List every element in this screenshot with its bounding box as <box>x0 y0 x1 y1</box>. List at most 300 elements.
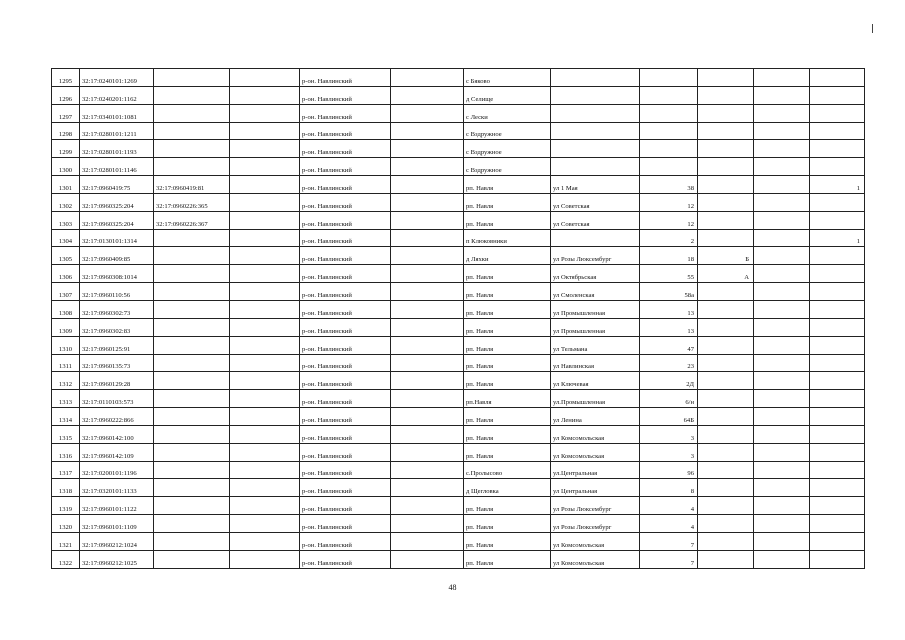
locality-cell: рп. Навля <box>464 532 551 550</box>
locality-cell: рп. Навля <box>464 336 551 354</box>
street-cell <box>551 86 640 104</box>
house-number-cell <box>640 122 698 140</box>
related-cadastral-number-cell <box>154 247 230 265</box>
row-number-cell: 1319 <box>52 497 80 515</box>
empty-cell <box>230 176 300 194</box>
empty-cell <box>230 300 300 318</box>
house-letter-cell <box>698 336 754 354</box>
empty-cell <box>230 86 300 104</box>
empty-cell <box>391 425 464 443</box>
cadastral-number-cell: 32:17:0280101:1146 <box>80 158 154 176</box>
row-number-cell: 1305 <box>52 247 80 265</box>
house-number-cell: 3 <box>640 443 698 461</box>
related-cadastral-number-cell <box>154 532 230 550</box>
locality-cell: д Щегловка <box>464 479 551 497</box>
empty-cell <box>754 532 810 550</box>
house-number-cell <box>640 86 698 104</box>
house-letter-cell <box>698 479 754 497</box>
row-number-cell: 1318 <box>52 479 80 497</box>
empty-cell <box>230 211 300 229</box>
cadastral-number-cell: 32:17:0960302:73 <box>80 300 154 318</box>
empty-cell <box>391 104 464 122</box>
empty-cell <box>754 479 810 497</box>
row-number-cell: 1311 <box>52 354 80 372</box>
house-number-cell: 55 <box>640 265 698 283</box>
extra-cell <box>810 318 865 336</box>
district-cell: р-он. Навлинский <box>300 479 391 497</box>
cadastral-number-cell: 32:17:0340101:1081 <box>80 104 154 122</box>
house-number-cell: 2Д <box>640 372 698 390</box>
house-number-cell: 8 <box>640 479 698 497</box>
related-cadastral-number-cell <box>154 408 230 426</box>
house-letter-cell <box>698 390 754 408</box>
street-cell: ул Комсомольская <box>551 550 640 568</box>
row-number-cell: 1303 <box>52 211 80 229</box>
table-row <box>52 515 865 533</box>
extra-cell <box>810 532 865 550</box>
empty-cell <box>754 69 810 87</box>
house-letter-cell <box>698 176 754 194</box>
table-row <box>52 318 865 336</box>
table-row <box>52 408 865 426</box>
house-number-cell: 64Б <box>640 408 698 426</box>
empty-cell <box>230 408 300 426</box>
locality-cell: рп. Навля <box>464 425 551 443</box>
extra-cell <box>810 461 865 479</box>
empty-cell <box>230 425 300 443</box>
cadastral-number-cell: 32:17:0960110:56 <box>80 283 154 301</box>
empty-cell <box>391 532 464 550</box>
house-number-cell <box>640 104 698 122</box>
house-letter-cell <box>698 122 754 140</box>
scan-artifact-mark <box>872 24 873 33</box>
extra-cell <box>810 158 865 176</box>
street-cell: ул Промышленная <box>551 300 640 318</box>
property-register-table <box>51 68 865 569</box>
related-cadastral-number-cell <box>154 229 230 247</box>
cadastral-number-cell: 32:17:0960142:100 <box>80 425 154 443</box>
extra-cell <box>810 550 865 568</box>
house-letter-cell <box>698 158 754 176</box>
empty-cell <box>754 158 810 176</box>
cadastral-number-cell: 32:17:0960325:204 <box>80 193 154 211</box>
street-cell: ул Смоленская <box>551 283 640 301</box>
row-number-cell: 1306 <box>52 265 80 283</box>
table-row <box>52 122 865 140</box>
house-number-cell: 38 <box>640 176 698 194</box>
table-row <box>52 158 865 176</box>
locality-cell: рп. Навля <box>464 515 551 533</box>
street-cell <box>551 122 640 140</box>
house-letter-cell: Б <box>698 247 754 265</box>
house-number-cell: 4 <box>640 515 698 533</box>
cadastral-number-cell: 32:17:0960129:28 <box>80 372 154 390</box>
district-cell: р-он. Навлинский <box>300 425 391 443</box>
cadastral-number-cell: 32:17:0960308:1014 <box>80 265 154 283</box>
street-cell <box>551 140 640 158</box>
related-cadastral-number-cell <box>154 390 230 408</box>
house-number-cell: 13 <box>640 300 698 318</box>
locality-cell: рп. Навля <box>464 318 551 336</box>
table-row <box>52 300 865 318</box>
related-cadastral-number-cell <box>154 461 230 479</box>
house-number-cell: 58а <box>640 283 698 301</box>
street-cell: ул Розы Люксембург <box>551 515 640 533</box>
empty-cell <box>230 354 300 372</box>
locality-cell: с Бяково <box>464 69 551 87</box>
empty-cell <box>230 283 300 301</box>
cadastral-number-cell: 32:17:0280101:1211 <box>80 122 154 140</box>
empty-cell <box>391 69 464 87</box>
empty-cell <box>754 336 810 354</box>
district-cell: р-он. Навлинский <box>300 390 391 408</box>
table-row <box>52 390 865 408</box>
house-number-cell: 12 <box>640 193 698 211</box>
empty-cell <box>391 247 464 265</box>
row-number-cell: 1313 <box>52 390 80 408</box>
row-number-cell: 1322 <box>52 550 80 568</box>
related-cadastral-number-cell <box>154 69 230 87</box>
extra-cell <box>810 443 865 461</box>
extra-cell <box>810 193 865 211</box>
empty-cell <box>230 265 300 283</box>
empty-cell <box>754 283 810 301</box>
street-cell: ул Октябрьская <box>551 265 640 283</box>
extra-cell <box>810 372 865 390</box>
house-letter-cell <box>698 283 754 301</box>
extra-cell <box>810 211 865 229</box>
row-number-cell: 1296 <box>52 86 80 104</box>
district-cell: р-он. Навлинский <box>300 247 391 265</box>
empty-cell <box>391 354 464 372</box>
street-cell: ул Комсомольская <box>551 532 640 550</box>
empty-cell <box>230 372 300 390</box>
house-number-cell: 6/н <box>640 390 698 408</box>
empty-cell <box>230 532 300 550</box>
empty-cell <box>391 336 464 354</box>
district-cell: р-он. Навлинский <box>300 532 391 550</box>
extra-cell <box>810 140 865 158</box>
street-cell: ул.Центральная <box>551 461 640 479</box>
street-cell: ул Розы Люксембург <box>551 247 640 265</box>
house-number-cell <box>640 69 698 87</box>
table-row <box>52 443 865 461</box>
empty-cell <box>391 497 464 515</box>
extra-cell <box>810 425 865 443</box>
empty-cell <box>391 193 464 211</box>
empty-cell <box>391 318 464 336</box>
district-cell: р-он. Навлинский <box>300 497 391 515</box>
locality-cell: рп. Навля <box>464 176 551 194</box>
street-cell: ул Ключевая <box>551 372 640 390</box>
district-cell: р-он. Навлинский <box>300 122 391 140</box>
table-row <box>52 550 865 568</box>
related-cadastral-number-cell <box>154 515 230 533</box>
row-number-cell: 1304 <box>52 229 80 247</box>
house-number-cell: 47 <box>640 336 698 354</box>
empty-cell <box>754 265 810 283</box>
empty-cell <box>391 300 464 318</box>
table-row <box>52 104 865 122</box>
house-number-cell: 13 <box>640 318 698 336</box>
empty-cell <box>230 318 300 336</box>
street-cell <box>551 69 640 87</box>
row-number-cell: 1312 <box>52 372 80 390</box>
empty-cell <box>754 408 810 426</box>
house-number-cell: 96 <box>640 461 698 479</box>
row-number-cell: 1317 <box>52 461 80 479</box>
empty-cell <box>230 69 300 87</box>
district-cell: р-он. Навлинский <box>300 176 391 194</box>
table-row <box>52 211 865 229</box>
district-cell: р-он. Навлинский <box>300 372 391 390</box>
house-number-cell: 2 <box>640 229 698 247</box>
locality-cell: с Вздружное <box>464 140 551 158</box>
cadastral-number-cell: 32:17:0960302:83 <box>80 318 154 336</box>
empty-cell <box>754 425 810 443</box>
cadastral-number-cell: 32:17:0960212:1024 <box>80 532 154 550</box>
house-number-cell: 23 <box>640 354 698 372</box>
empty-cell <box>230 247 300 265</box>
empty-cell <box>391 461 464 479</box>
district-cell: р-он. Навлинский <box>300 408 391 426</box>
district-cell: р-он. Навлинский <box>300 193 391 211</box>
locality-cell: рп. Навля <box>464 372 551 390</box>
extra-cell <box>810 122 865 140</box>
table-row <box>52 69 865 87</box>
table-row <box>52 247 865 265</box>
empty-cell <box>230 122 300 140</box>
empty-cell <box>391 443 464 461</box>
related-cadastral-number-cell <box>154 158 230 176</box>
locality-cell: рп. Навля <box>464 300 551 318</box>
row-number-cell: 1295 <box>52 69 80 87</box>
district-cell: р-он. Навлинский <box>300 158 391 176</box>
locality-cell: рп.Навля <box>464 390 551 408</box>
row-number-cell: 1320 <box>52 515 80 533</box>
row-number-cell: 1297 <box>52 104 80 122</box>
extra-cell <box>810 479 865 497</box>
district-cell: р-он. Навлинский <box>300 354 391 372</box>
empty-cell <box>754 122 810 140</box>
cadastral-number-cell: 32:17:0960142:109 <box>80 443 154 461</box>
extra-cell <box>810 265 865 283</box>
cadastral-number-cell: 32:17:0960325:204 <box>80 211 154 229</box>
house-letter-cell <box>698 229 754 247</box>
street-cell <box>551 158 640 176</box>
district-cell: р-он. Навлинский <box>300 300 391 318</box>
house-number-cell <box>640 140 698 158</box>
empty-cell <box>391 229 464 247</box>
house-number-cell: 18 <box>640 247 698 265</box>
house-letter-cell <box>698 193 754 211</box>
extra-cell <box>810 104 865 122</box>
street-cell: ул Ленина <box>551 408 640 426</box>
empty-cell <box>754 300 810 318</box>
locality-cell: рп. Навля <box>464 283 551 301</box>
related-cadastral-number-cell <box>154 265 230 283</box>
empty-cell <box>230 390 300 408</box>
related-cadastral-number-cell: 32:17:0960226:365 <box>154 193 230 211</box>
locality-cell: рп. Навля <box>464 211 551 229</box>
table-row <box>52 479 865 497</box>
empty-cell <box>754 550 810 568</box>
house-letter-cell <box>698 318 754 336</box>
street-cell: ул.Промышленная <box>551 390 640 408</box>
extra-cell <box>810 408 865 426</box>
empty-cell <box>230 193 300 211</box>
extra-cell: 1 <box>810 176 865 194</box>
house-number-cell: 7 <box>640 550 698 568</box>
cadastral-number-cell: 32:17:0960222:866 <box>80 408 154 426</box>
empty-cell <box>754 515 810 533</box>
house-letter-cell <box>698 497 754 515</box>
cadastral-number-cell: 32:17:0960212:1025 <box>80 550 154 568</box>
empty-cell <box>230 479 300 497</box>
cadastral-number-cell: 32:17:0960101:1109 <box>80 515 154 533</box>
district-cell: р-он. Навлинский <box>300 318 391 336</box>
row-number-cell: 1308 <box>52 300 80 318</box>
empty-cell <box>754 443 810 461</box>
related-cadastral-number-cell <box>154 354 230 372</box>
district-cell: р-он. Навлинский <box>300 229 391 247</box>
district-cell: р-он. Навлинский <box>300 211 391 229</box>
table-row <box>52 229 865 247</box>
table-row <box>52 283 865 301</box>
house-letter-cell <box>698 550 754 568</box>
house-number-cell: 3 <box>640 425 698 443</box>
street-cell: ул Навлинская <box>551 354 640 372</box>
row-number-cell: 1299 <box>52 140 80 158</box>
locality-cell: д Селище <box>464 86 551 104</box>
empty-cell <box>754 229 810 247</box>
district-cell: р-он. Навлинский <box>300 443 391 461</box>
empty-cell <box>391 140 464 158</box>
related-cadastral-number-cell <box>154 122 230 140</box>
row-number-cell: 1301 <box>52 176 80 194</box>
district-cell: р-он. Навлинский <box>300 283 391 301</box>
empty-cell <box>391 550 464 568</box>
empty-cell <box>230 104 300 122</box>
extra-cell <box>810 69 865 87</box>
district-cell: р-он. Навлинский <box>300 69 391 87</box>
empty-cell <box>754 140 810 158</box>
row-number-cell: 1310 <box>52 336 80 354</box>
empty-cell <box>754 318 810 336</box>
extra-cell <box>810 86 865 104</box>
district-cell: р-он. Навлинский <box>300 336 391 354</box>
table-row <box>52 497 865 515</box>
cadastral-number-cell: 32:17:0320101:1133 <box>80 479 154 497</box>
cadastral-number-cell: 32:17:0240101:1269 <box>80 69 154 87</box>
cadastral-number-cell: 32:17:0110103:573 <box>80 390 154 408</box>
row-number-cell: 1300 <box>52 158 80 176</box>
related-cadastral-number-cell <box>154 318 230 336</box>
related-cadastral-number-cell <box>154 104 230 122</box>
district-cell: р-он. Навлинский <box>300 461 391 479</box>
row-number-cell: 1309 <box>52 318 80 336</box>
row-number-cell: 1307 <box>52 283 80 301</box>
table-row <box>52 265 865 283</box>
cadastral-number-cell: 32:17:0200101:1196 <box>80 461 154 479</box>
related-cadastral-number-cell <box>154 372 230 390</box>
empty-cell <box>391 390 464 408</box>
empty-cell <box>754 461 810 479</box>
cadastral-number-cell: 32:17:0960419:75 <box>80 176 154 194</box>
house-letter-cell <box>698 104 754 122</box>
locality-cell: рп. Навля <box>464 550 551 568</box>
house-letter-cell <box>698 354 754 372</box>
empty-cell <box>230 140 300 158</box>
locality-cell: д Ляхки <box>464 247 551 265</box>
empty-cell <box>391 158 464 176</box>
extra-cell <box>810 354 865 372</box>
register-body <box>52 69 865 569</box>
house-letter-cell <box>698 408 754 426</box>
street-cell: ул Советская <box>551 193 640 211</box>
locality-cell: рп. Навля <box>464 443 551 461</box>
related-cadastral-number-cell <box>154 497 230 515</box>
table-row <box>52 193 865 211</box>
related-cadastral-number-cell <box>154 443 230 461</box>
street-cell <box>551 104 640 122</box>
extra-cell <box>810 515 865 533</box>
row-number-cell: 1302 <box>52 193 80 211</box>
extra-cell <box>810 336 865 354</box>
related-cadastral-number-cell <box>154 140 230 158</box>
empty-cell <box>391 408 464 426</box>
table-row <box>52 425 865 443</box>
cadastral-number-cell: 32:17:0960409:85 <box>80 247 154 265</box>
empty-cell <box>230 336 300 354</box>
empty-cell <box>391 176 464 194</box>
table-row <box>52 461 865 479</box>
house-number-cell: 7 <box>640 532 698 550</box>
locality-cell: п Клюковники <box>464 229 551 247</box>
locality-cell: рп. Навля <box>464 193 551 211</box>
house-letter-cell <box>698 69 754 87</box>
cadastral-number-cell: 32:17:0240201:1162 <box>80 86 154 104</box>
street-cell: ул Комсомольская <box>551 425 640 443</box>
related-cadastral-number-cell: 32:17:0960419:81 <box>154 176 230 194</box>
district-cell: р-он. Навлинский <box>300 140 391 158</box>
locality-cell: с Лески <box>464 104 551 122</box>
related-cadastral-number-cell <box>154 336 230 354</box>
empty-cell <box>391 122 464 140</box>
related-cadastral-number-cell <box>154 300 230 318</box>
row-number-cell: 1315 <box>52 425 80 443</box>
house-number-cell <box>640 158 698 176</box>
empty-cell <box>754 176 810 194</box>
cadastral-number-cell: 32:17:0960125:91 <box>80 336 154 354</box>
house-number-cell: 4 <box>640 497 698 515</box>
cadastral-number-cell: 32:17:0960101:1122 <box>80 497 154 515</box>
house-number-cell: 12 <box>640 211 698 229</box>
table-row <box>52 86 865 104</box>
empty-cell <box>754 211 810 229</box>
table-row <box>52 372 865 390</box>
street-cell: ул Центральная <box>551 479 640 497</box>
related-cadastral-number-cell <box>154 283 230 301</box>
house-letter-cell <box>698 140 754 158</box>
empty-cell <box>230 550 300 568</box>
table-row <box>52 532 865 550</box>
extra-cell: 1 <box>810 229 865 247</box>
locality-cell: с.Пролысово <box>464 461 551 479</box>
house-letter-cell <box>698 86 754 104</box>
extra-cell <box>810 390 865 408</box>
street-cell: ул Промышленная <box>551 318 640 336</box>
